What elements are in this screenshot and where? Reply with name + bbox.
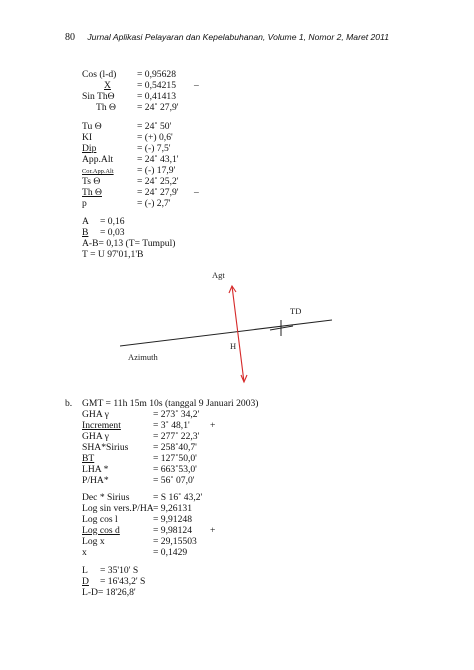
calc-label: Increment [82,420,121,431]
calc-label: L [82,565,88,576]
calc-value: = S 16˚ 43,2' [153,492,203,503]
label-h: H [230,341,237,351]
calc-label: SHA*Sirius [82,442,129,453]
calc-value: = 24˚ 25,2' [137,176,179,187]
calc-value: = 663˚53,0' [153,464,197,475]
label-agt: Agt [212,270,225,280]
calc-label: X [104,80,111,91]
calc-label: Dip [82,143,97,154]
calc-label: Sin ThΘ [82,91,115,102]
calc-value: = 35'10' S [100,565,139,576]
label-td: TD [290,306,302,316]
calc-row [82,143,192,154]
calc-value: = 0,41413 [137,91,176,102]
calc-value: = 0,95628 [137,69,176,80]
calc-label: BT [82,453,95,464]
calc-label: x [82,547,87,558]
calc-label: GHA γ [82,409,109,420]
calc-label: A-B= 0,13 (T= Tumpul) [82,238,176,249]
calc-row [82,69,116,80]
calc-row [82,576,150,587]
calc-value: = 0,1429 [153,547,188,558]
calc-label: Log sin vers.P/HA [82,503,154,514]
calc-row [82,227,138,238]
calc-value: = 29,15503 [153,536,197,547]
page-header [65,32,389,43]
calc-label: Th Θ [96,102,116,113]
calc-value: = (+) 0,6' [137,132,173,143]
calc-label: D [82,576,89,587]
calc-value: = 56˚ 07,0' [153,475,195,486]
calc-label: P/HA* [82,475,109,486]
calc-value: = 0,54215 [137,80,176,91]
calc-value: = 258˚40,7' [153,442,197,453]
calc-value: = 9,98124 [153,525,192,536]
calc-label: KI [82,132,93,143]
calc-label: Dec * Sirius [82,492,130,503]
part-b-marker: b. [65,398,73,409]
calc-value: = 0,03 [100,227,125,238]
calc-operator: + [210,525,216,536]
calc-label: L-D= 18'26,8' [82,587,136,598]
calc-value: = 24˚ 43,1' [137,154,179,165]
calc-value: = 127˚50,0' [153,453,197,464]
calc-label: B [82,227,89,238]
calc-value: = (-) 17,9' [137,165,176,176]
calc-value: = (-) 2,7' [137,198,171,209]
calc-value: = 24˚ 27,9' [137,187,179,198]
calc-label: p [82,198,87,209]
calc-value: = 16'43,2' S [100,576,146,587]
calc-row [82,80,192,91]
part-b-title: GMT = 11h 15m 10s (tanggal 9 Januari 2003) [82,398,259,409]
calc-label: GHA γ [82,431,109,442]
page-number: 80 [65,32,75,43]
calc-operator: – [194,187,199,198]
calc-label: Tu Θ [82,121,102,132]
calc-value: = 273˚ 34,2' [153,409,200,420]
azimuth-arrow-line [232,286,244,382]
calc-row [82,187,192,198]
calc-label: Th Θ [82,187,102,198]
calc-operator: – [194,80,199,91]
calc-value: = 9,26131 [153,503,192,514]
calc-value: = 3˚ 48,1' [153,420,190,431]
calc-label: Cos (l-d) [82,69,117,80]
calc-row [82,525,204,536]
calc-value: = 24˚ 27,9' [137,102,179,113]
calc-label: A [82,216,89,227]
calc-row [82,453,207,464]
calc-label: Log cos d [82,525,120,536]
calc-label: T = U 97'01,1'B [82,249,144,260]
calc-label: Cor.App.Alt [82,168,114,175]
calc-label: LHA * [82,464,109,475]
calc-value: = 0,16 [100,216,125,227]
azimuth-diagram [120,268,340,393]
calc-value: = 277˚ 22,3' [153,431,200,442]
calc-operator: + [210,420,216,431]
calc-label: Log x [82,536,105,547]
calc-label: Ts Θ [82,176,101,187]
position-line [120,320,332,346]
label-azimuth: Azimuth [128,352,158,362]
journal-title: Jurnal Aplikasi Pelayaran dan Kepelabuhanan, Volume 1, Nomor 2, Maret 2011 [87,32,389,42]
calc-value: = (-) 7,5' [137,143,171,154]
calc-row [82,420,207,431]
calc-label: Log cos l [82,514,118,525]
calc-value: = 9,91248 [153,514,192,525]
calc-value: = 24˚ 50' [137,121,172,132]
calc-label: App.Alt [82,154,114,165]
